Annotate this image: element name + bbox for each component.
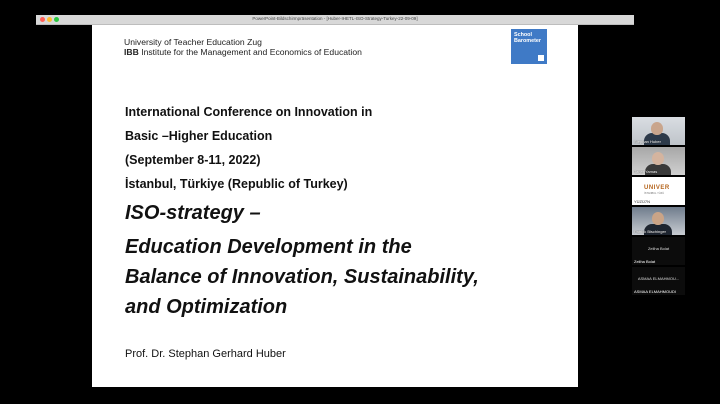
participant-name: ASMAA ELMAHMOUDI — [634, 289, 677, 294]
logo-text — [514, 32, 541, 44]
participant-tile[interactable] — [632, 207, 685, 235]
university-logo-subtitle: İSTANBUL YÜZÜ — [644, 192, 665, 195]
participant-name: Stephan Huber — [634, 139, 661, 144]
participant-tile[interactable] — [632, 147, 685, 175]
participant-name: Taner Yamas — [634, 169, 658, 174]
conference-line: Basic –Higher Education — [125, 129, 273, 143]
participant-avatar-head — [651, 122, 663, 135]
participant-name-placeholder: Zeliha Bolat — [647, 246, 670, 251]
slide-subtitle-line: Education Development in the — [125, 236, 412, 258]
institute-abbr: IBB — [124, 47, 139, 57]
institute-full-name: Institute for the Management and Economics of Education — [138, 47, 362, 57]
institute-name — [124, 47, 362, 57]
institution-name: University of Teacher Education Zug — [124, 37, 262, 47]
school-barometer-logo — [511, 29, 547, 64]
window-title: PowerPoint-Bildschirmpräsentation - [Huber-IHETL-ISO-Strategy-Turkey-22-09-09] — [252, 16, 418, 21]
logo-text-line2: Barometer — [514, 38, 541, 45]
logo-square-icon — [538, 55, 544, 61]
author-name: Prof. Dr. Stephan Gerhard Huber — [125, 348, 286, 360]
conference-line: International Conference on Innovation in — [125, 105, 373, 119]
logo-text-line1: School — [514, 32, 532, 38]
participant-avatar-head — [652, 152, 664, 165]
participant-tile[interactable] — [632, 237, 685, 265]
participant-name: Patrick Bischinger — [634, 229, 667, 234]
participants-panel — [632, 117, 685, 297]
conference-line: İstanbul, Türkiye (Republic of Turkey) — [125, 177, 348, 191]
participant-name-placeholder: ASMAA ELMAHMOU... — [637, 276, 680, 281]
slide-title: ISO-strategy – — [125, 202, 261, 224]
participant-tile[interactable] — [632, 177, 685, 205]
participant-tile[interactable] — [632, 117, 685, 145]
slide-subtitle-line: Balance of Innovation, Sustainability, — [125, 266, 479, 288]
participant-name: YÜZÜ7N — [634, 199, 651, 204]
presentation-slide[interactable] — [92, 25, 578, 387]
participant-name: Zeliha Bolat — [634, 259, 656, 264]
window-titlebar — [36, 15, 634, 25]
conference-line: (September 8-11, 2022) — [125, 153, 261, 167]
participant-tile[interactable] — [632, 267, 685, 295]
slide-subtitle-line: and Optimization — [125, 296, 288, 318]
participant-avatar-head — [652, 212, 664, 225]
university-logo: UNIVER — [644, 185, 670, 191]
